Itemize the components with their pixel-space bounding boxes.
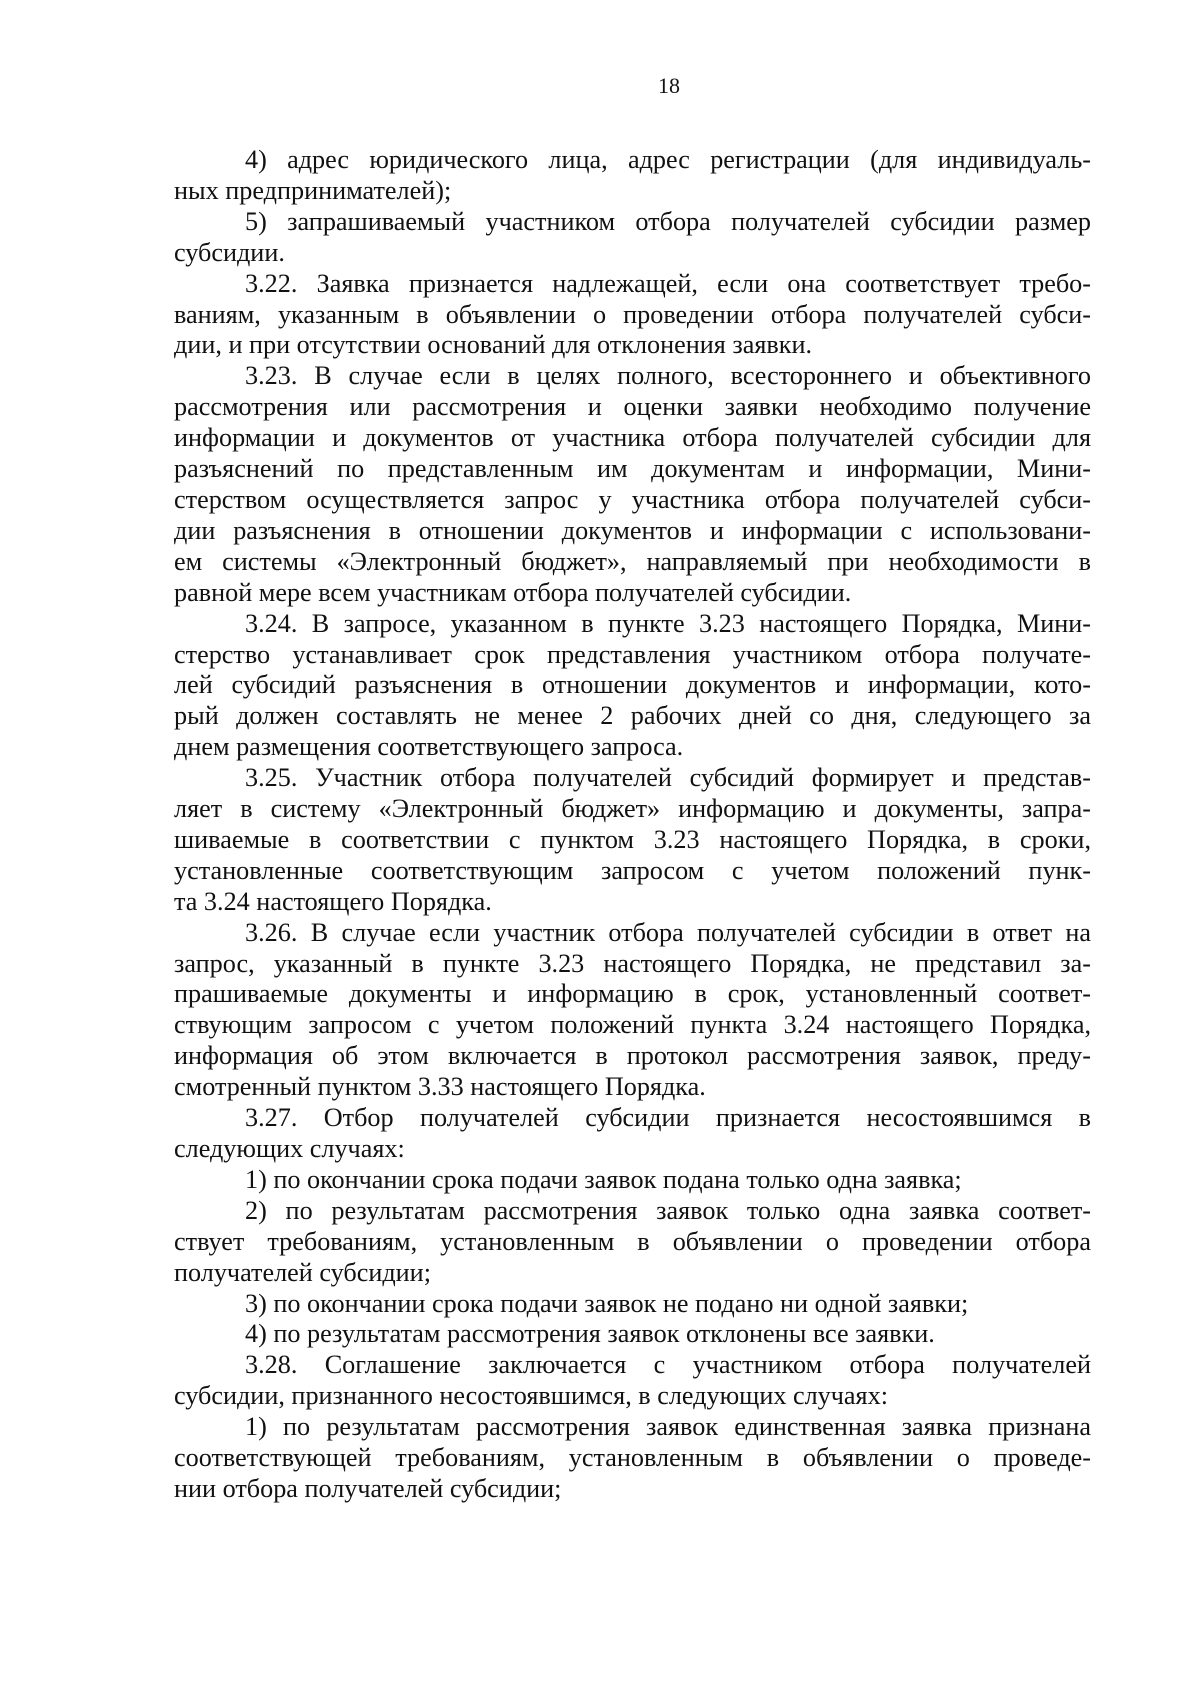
text-line: 3.22. Заявка признается надлежащей, если она соответствует требо-: [245, 268, 1091, 298]
text-line: 3.28. Соглашение заключается с участником отбора получателей: [245, 1350, 1091, 1380]
text-line: ем системы «Электронный бюджет», направляемый при необходимости в: [174, 546, 1091, 576]
page-number: 18: [658, 73, 680, 98]
paragraph: [174, 269, 1091, 362]
text-line: рый должен составлять не менее 2 рабочих дней со дня, следующего за: [174, 701, 1091, 731]
paragraph: [174, 763, 1091, 918]
paragraph: [174, 1319, 1091, 1350]
text-line: ствующим запросом с учетом положений пункта 3.24 настоящего Порядка,: [174, 1010, 1091, 1040]
text-line: запрос, указанный в пункте 3.23 настоящего Порядка, не представил за-: [174, 948, 1091, 978]
paragraph: [174, 145, 1091, 207]
text-line: 1) по результатам рассмотрения заявок единственная заявка признана: [245, 1412, 1091, 1442]
text-line: та 3.24 настоящего Порядка.: [174, 886, 492, 916]
text-line: 3.23. В случае если в целях полного, всестороннего и объективного: [245, 361, 1091, 391]
text-line: следующих случаях:: [174, 1134, 405, 1163]
text-line: субсидии, признанного несостоявшимся, в следующих случаях:: [174, 1381, 888, 1411]
document-body: [174, 145, 1091, 1505]
text-line: 2) по результатам рассмотрения заявок только одна заявка соответ-: [245, 1195, 1091, 1225]
text-line: нии отбора получателей субсидии;: [174, 1473, 562, 1503]
text-line: 5) запрашиваемый участником отбора получателей субсидии размер: [245, 206, 1091, 236]
text-line: получателей субсидии;: [174, 1257, 431, 1287]
paragraph: [174, 1350, 1091, 1412]
text-line: лей субсидий разъяснения в отношении документов и информации, кото-: [174, 670, 1091, 700]
paragraph: [174, 1165, 1091, 1196]
text-line: прашиваемые документы и информацию в срок, установленный соответ-: [174, 979, 1091, 1009]
text-line: 3) по окончании срока подачи заявок не подано ни одной заявки;: [245, 1288, 969, 1318]
text-line: дии разъяснения в отношении документов и информации с использовани-: [174, 515, 1091, 545]
text-line: шиваемые в соответствии с пунктом 3.23 настоящего Порядка, в сроки,: [174, 824, 1091, 854]
text-line: 4) адрес юридического лица, адрес регистрации (для индивидуаль-: [245, 145, 1091, 174]
paragraph: [174, 361, 1091, 608]
paragraph: [174, 918, 1091, 1103]
paragraph: [174, 1196, 1091, 1289]
paragraph: [174, 609, 1091, 764]
text-line: ных предпринимателей);: [174, 175, 452, 205]
text-line: стерство устанавливает срок представления участником отбора получате-: [174, 639, 1091, 669]
text-line: дии, и при отсутствии оснований для отклонения заявки.: [174, 330, 813, 360]
text-line: субсидии.: [174, 237, 285, 267]
paragraph: [174, 207, 1091, 269]
text-line: информации и документов от участника отбора получателей субсидии для: [174, 423, 1091, 453]
text-line: ваниям, указанным в объявлении о проведении отбора получателей субси-: [174, 299, 1091, 329]
text-line: 3.26. В случае если участник отбора получателей субсидии в ответ на: [245, 917, 1091, 947]
paragraph: [174, 1103, 1091, 1165]
text-line: информация об этом включается в протокол рассмотрения заявок, преду-: [174, 1041, 1091, 1071]
text-line: 1) по окончании срока подачи заявок подана только одна заявка;: [245, 1164, 962, 1194]
text-line: равной мере всем участникам отбора получателей субсидии.: [174, 577, 852, 607]
text-line: установленные соответствующим запросом с учетом положений пунк-: [174, 855, 1091, 885]
text-line: соответствующей требованиям, установленным в объявлении о проведе-: [174, 1443, 1091, 1473]
text-line: стерством осуществляется запрос у участника отбора получателей субси-: [174, 484, 1091, 514]
text-line: днем размещения соответствующего запроса.: [174, 732, 684, 762]
paragraph: [174, 1289, 1091, 1320]
text-line: ляет в систему «Электронный бюджет» информацию и документы, запра-: [174, 794, 1091, 824]
text-line: рассмотрения или рассмотрения и оценки заявки необходимо получение: [174, 392, 1091, 422]
text-line: ствует требованиям, установленным в объявлении о проведении отбора: [174, 1226, 1091, 1256]
text-line: 3.25. Участник отбора получателей субсидий формирует и представ-: [245, 763, 1091, 793]
text-line: 3.27. Отбор получателей субсидии признается несостоявшимся в: [245, 1103, 1091, 1133]
text-line: 4) по результатам рассмотрения заявок отклонены все заявки.: [245, 1319, 935, 1349]
text-line: разъяснений по представленным им документам и информации, Мини-: [174, 454, 1091, 484]
text-line: 3.24. В запросе, указанном в пункте 3.23 настоящего Порядка, Мини-: [245, 608, 1091, 638]
paragraph: [174, 1412, 1091, 1505]
text-line: смотренный пунктом 3.33 настоящего Порядка.: [174, 1072, 706, 1102]
